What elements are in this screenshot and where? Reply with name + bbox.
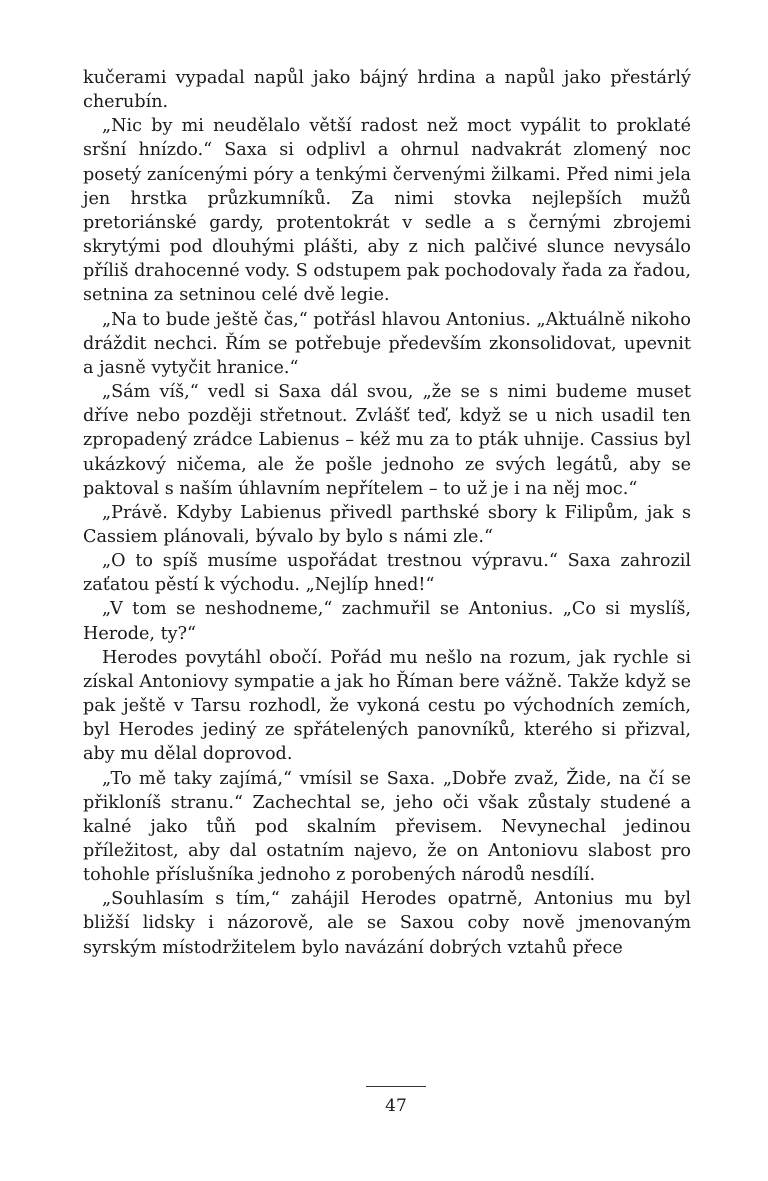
paragraph-5: „Právě. Kdyby Labienus přivedl parthské sbory k Filipům, jak s Cassiem plánovali, bývalo by bylo s námi zle.“ xyxy=(83,502,691,547)
paragraph-9: „To mě taky zajímá,“ vmísil se Saxa. „Dobře zvaž, Žide, na čí se přikloníš stranu.“ Zachechtal se, jeho oči však zůstaly studené a kalné jako tůň pod skalním převisem. Nevynechal jedinou příležitost, aby dal ostatním najevo, že on Antoniovu slabost pro tohohle příslušníka jednoho z porobených národů nesdílí. xyxy=(83,768,691,886)
paragraph-1: kučerami vypadal napůl jako bájný hrdina a napůl jako přestárlý cherubín. xyxy=(83,68,691,113)
paragraph-8: Herodes povytáhl obočí. Pořád mu nešlo na rozum, jak rychle si získal Antoniovy sympatie a jak ho Říman bere vážně. Takže když se pak ještě v Tarsu rozhodl, že vykoná cestu po východních zemích, byl Herodes jediný ze spřátelených panovníků, kterého si přizval, aby mu dělal doprovod. xyxy=(83,647,691,765)
paragraph-3: „Na to bude ještě čas,“ potřásl hlavou Antonius. „Aktuálně nikoho dráždit nechci. Řím se potřebuje především zkonsolidovat, upevnit a jasně vytyčit hranice.“ xyxy=(83,309,691,378)
page-number: 47 xyxy=(385,1096,407,1116)
paragraph-2: „Nic by mi neudělalo větší radost než moct vypálit to proklaté sršní hnízdo.“ Saxa si odplivl a ohrnul nadvakrát zlomený noc posetý zanícenými póry a tenkými červenými žilkami. Před nimi jela jen hrstka průzkumníků. Za nimi stovka nejlepších mužů pretoriánské gardy, protentokrát v sedle a s černými zbrojemi skrytými pod dlouhými plášti, aby z nich palčivé slunce nevysálo příliš drahocenné vody. S odstupem pak pochodovaly řada za řadou, setnina za setninou celé dvě legie. xyxy=(83,116,692,306)
paragraph-10: „Souhlasím s tím,“ zahájil Herodes opatrně, Antonius mu byl bližší lidsky i názorově, ale se Saxou coby nově jmenovaným syrským místodržitelem bylo navázání dobrých vztahů přece xyxy=(83,889,691,958)
footer-rule xyxy=(366,1086,426,1087)
paragraph-7: „V tom se neshodneme,“ zachmuřil se Antonius. „Co si myslíš, Herode, ty?“ xyxy=(83,599,691,644)
paragraph-6: „O to spíš musíme uspořádat trestnou výpravu.“ Saxa zahrozil zaťatou pěstí k východu. „Nejlíp hned!“ xyxy=(83,551,691,596)
body-text xyxy=(83,66,691,960)
paragraph-4: „Sám víš,“ vedl si Saxa dál svou, „že se s nimi budeme muset dříve nebo později střetnout. Zvlášť teď, když se u nich usadil ten zpropadený zrádce Labienus – kéž mu za to pták uhnije. Cassius byl ukázkový ničema, ale že pošle jednoho ze svých legátů, aby se paktoval s naším úhlavním nepřítelem – to už je i na něj moc.“ xyxy=(83,382,691,499)
